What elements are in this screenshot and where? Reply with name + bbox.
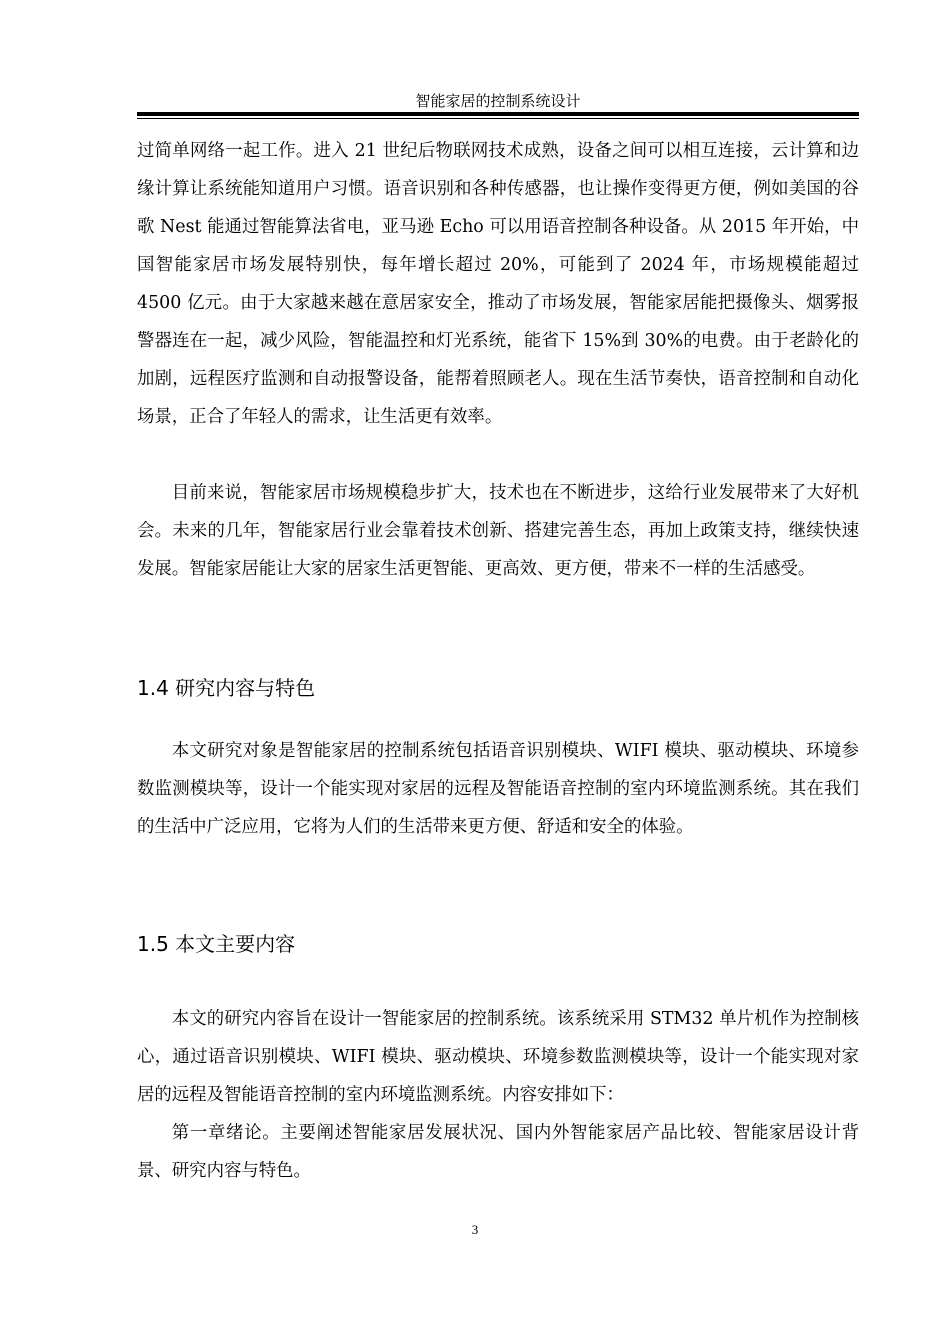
- paragraph-research-content: 本文研究对象是智能家居的控制系统包括语音识别模块、WIFI 模块、驱动模块、环境参数监测模块等，设计一个能实现对家居的远程及智能语音控制的室内环境监测系统。其在我们的生活中广泛应用，它将为人们的生活带来更方便、舒适和安全的体验。: [137, 741, 859, 837]
- paragraph-market-history: 过简单网络一起工作。进入 21 世纪后物联网技术成熟，设备之间可以相互连接，云计算和边缘计算让系统能知道用户习惯。语音识别和各种传感器，也让操作变得更方便，例如美国的谷歌 Nest 能通过智能算法省电，亚马逊 Echo 可以用语音控制各种设备。从 2015 年开始，中国智能家居市场发展特别快，每年增长超过 20%，可能到了 2024 年，市场规模能超过 4500 亿元。由于大家越来越在意居家安全，推动了市场发展，智能家居能把摄像头、烟雾报警器连在一起，减少风险，智能温控和灯光系统，能省下 15%到 30%的电费。由于老龄化的加剧，远程医疗监测和自动报警设备，能帮着照顾老人。现在生活节奏快，语音控制和自动化场景，正合了年轻人的需求，让生活更有效率。: [137, 141, 859, 427]
- section-heading-1-4: 1.4 研究内容与特色: [137, 676, 316, 700]
- header-rule-thick: [137, 112, 859, 116]
- header-rule-thin: [137, 118, 859, 119]
- paragraph-chapter-one: 第一章绪论。主要阐述智能家居发展状况、国内外智能家居产品比较、智能家居设计背景、研究内容与特色。: [137, 1123, 859, 1181]
- section-heading-1-5: 1.5 本文主要内容: [137, 932, 296, 956]
- page-number: 3: [471, 1222, 479, 1237]
- running-header: 智能家居的控制系统设计: [415, 92, 581, 110]
- paragraph-main-content: 本文的研究内容旨在设计一智能家居的控制系统。该系统采用 STM32 单片机作为控制核心，通过语音识别模块、WIFI 模块、驱动模块、环境参数监测模块等，设计一个能实现对家居的远程及智能语音控制的室内环境监测系统。内容安排如下：: [137, 1009, 859, 1105]
- paragraph-market-outlook: 目前来说，智能家居市场规模稳步扩大，技术也在不断进步，这给行业发展带来了大好机会。未来的几年，智能家居行业会靠着技术创新、搭建完善生态，再加上政策支持，继续快速发展。智能家居能让大家的居家生活更智能、更高效、更方便，带来不一样的生活感受。: [137, 483, 859, 579]
